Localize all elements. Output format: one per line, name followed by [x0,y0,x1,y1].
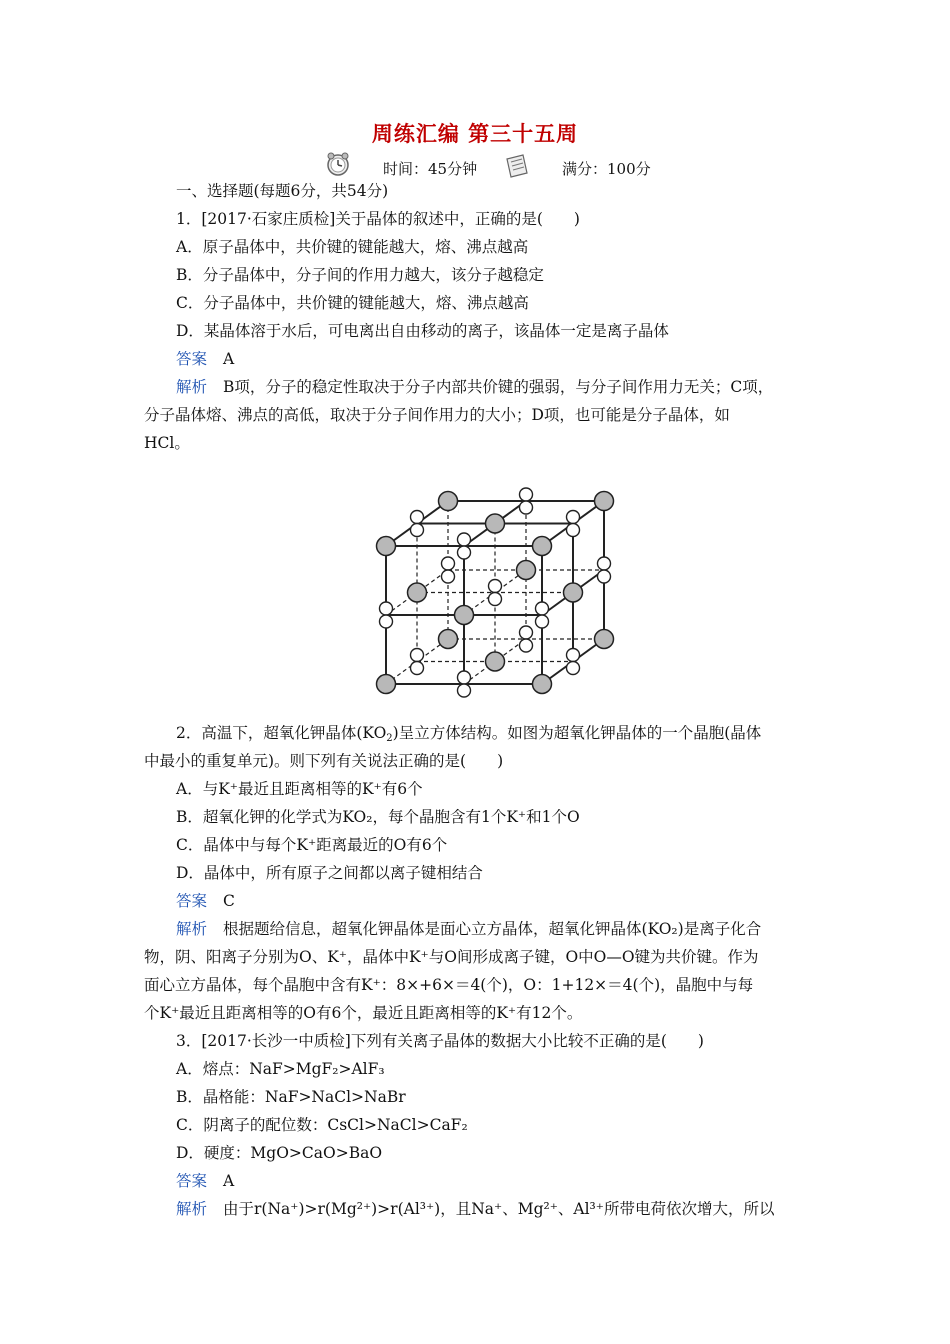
k-ion [455,606,474,625]
analysis-label: 解析 [176,1200,208,1218]
o-atom [458,671,471,684]
q2-stem-sub: 2 [386,733,393,744]
o-atom [442,570,455,583]
q3-option-c: C．阴离子的配位数：CsCl>NaCl>CaF₂ [176,1116,468,1134]
q2-option-c: C．晶体中与每个K⁺距离最近的O有6个 [176,836,448,854]
k-ion [408,583,427,602]
q1-option-c: C．分子晶体中，共价键的键能越大，熔、沸点越高 [176,294,529,312]
o-atom [489,593,502,606]
answer-label: 答案 [176,1172,208,1190]
k-ion [377,537,396,556]
answer-label: 答案 [176,350,208,368]
ko2-unit-cell-figure [360,478,622,706]
analysis-label: 解析 [176,378,208,396]
q2-analysis-line1 [176,919,761,939]
q1-option-d: D．某晶体溶于水后，可电离出自由移动的离子，该晶体一定是离子晶体 [176,322,669,340]
q3-option-d: D．硬度：MgO>CaO>BaO [176,1144,383,1162]
q2-option-a: A．与K⁺最近且距离相等的K⁺有6个 [176,780,423,798]
o-atom [567,662,580,675]
o-atom [458,546,471,559]
analysis-text: B项，分子的稳定性取决于分子内部共价键的强弱，与分子间作用力无关；C项， [223,378,774,396]
k-ion [595,630,614,649]
q2-stem-part: )呈立方体结构。如图为超氧化钾晶体的一个晶胞(晶体 [392,724,762,742]
q1-analysis-line2: 分子晶体熔、沸点的高低，取决于分子间作用力的大小；D项，也可能是分子晶体，如 [144,406,730,424]
analysis-text: 由于r(Na⁺)>r(Mg²⁺)>r(Al³⁺)，且Na⁺、Mg²⁺、Al³⁺所带电荷依次增大，所以 [223,1200,775,1218]
o-atom [458,684,471,697]
q1-option-a: A．原子晶体中，共价键的键能越大，熔、沸点越高 [176,238,529,256]
o-atom [567,524,580,537]
o-atom [536,602,549,615]
o-atom [536,615,549,628]
o-atom [380,615,393,628]
o-atom [411,511,424,524]
q2-stem-line2: 中最小的重复单元)。则下列有关说法正确的是( ) [144,752,504,770]
q2-analysis-line4: 个K⁺最近且距离相等的O有6个，最近且距离相等的K⁺有12个。 [144,1004,583,1022]
q3-option-a: A．熔点：NaF>MgF₂>AlF₃ [176,1060,385,1078]
q1-answer [176,349,234,369]
unit-cell-diagram [360,478,622,706]
o-atom [442,557,455,570]
q2-answer [176,891,235,911]
k-ion [533,537,552,556]
q3-analysis-line1 [176,1199,774,1219]
o-atom [567,649,580,662]
o-atom [411,662,424,675]
k-ion [517,561,536,580]
k-ion [595,492,614,511]
exam-time: 时间：45分钟 [383,160,478,178]
k-ion [486,652,505,671]
o-atom [411,649,424,662]
q1-analysis-line1 [176,377,773,397]
o-atom [598,557,611,570]
k-ion [439,630,458,649]
paper-icon [503,153,531,183]
o-atom [567,511,580,524]
q2-stem-line1 [176,723,761,749]
k-ion [377,675,396,694]
o-atom [520,639,533,652]
o-atom [520,488,533,501]
page-title: 周练汇编 第三十五周 [371,122,579,146]
q1-analysis-line3: HCl。 [144,434,190,452]
q1-stem: 1．[2017·石家庄质检]关于晶体的叙述中，正确的是( ) [176,210,580,228]
q2-analysis-line2: 物，阴、阳离子分别为O、K⁺，晶体中K⁺与O间形成离子键，O中O—O键为共价键。作为 [144,948,759,966]
q1-option-b: B．分子晶体中，分子间的作用力越大，该分子越稳定 [176,266,544,284]
q2-stem-part: 2．高温下，超氧化钾晶体(KO [176,724,387,742]
q2-option-b: B．超氧化钾的化学式为KO₂，每个晶胞含有1个K⁺和1个O [176,808,580,826]
o-atom [598,570,611,583]
analysis-label: 解析 [176,920,208,938]
exam-score: 满分：100分 [562,160,651,178]
o-atom [458,533,471,546]
o-atom [520,626,533,639]
q3-answer [176,1171,234,1191]
answer-label: 答案 [176,892,208,910]
k-ion [564,583,583,602]
q2-option-d: D．晶体中，所有原子之间都以离子键相结合 [176,864,483,882]
o-atom [520,501,533,514]
o-atom [489,580,502,593]
q3-option-b: B．晶格能：NaF>NaCl>NaBr [176,1088,406,1106]
analysis-text: 根据题给信息，超氧化钾晶体是面心立方晶体，超氧化钾晶体(KO₂)是离子化合 [223,920,762,938]
exam-meta [325,155,685,183]
clock-icon [325,151,351,181]
k-ion [533,675,552,694]
answer-value: A [223,1172,235,1190]
k-ion [439,492,458,511]
o-atom [380,602,393,615]
section-heading: 一、选择题(每题6分，共54分) [176,182,389,200]
q2-analysis-line3: 面心立方晶体，每个晶胞中含有K⁺：8×+6×＝4(个)，O：1+12×＝4(个)，晶胞中与每 [144,976,754,994]
answer-value: A [223,350,235,368]
answer-value: C [223,892,235,910]
q3-stem: 3．[2017·长沙一中质检]下列有关离子晶体的数据大小比较不正确的是( ) [176,1032,704,1050]
o-atom [411,524,424,537]
k-ion [486,514,505,533]
